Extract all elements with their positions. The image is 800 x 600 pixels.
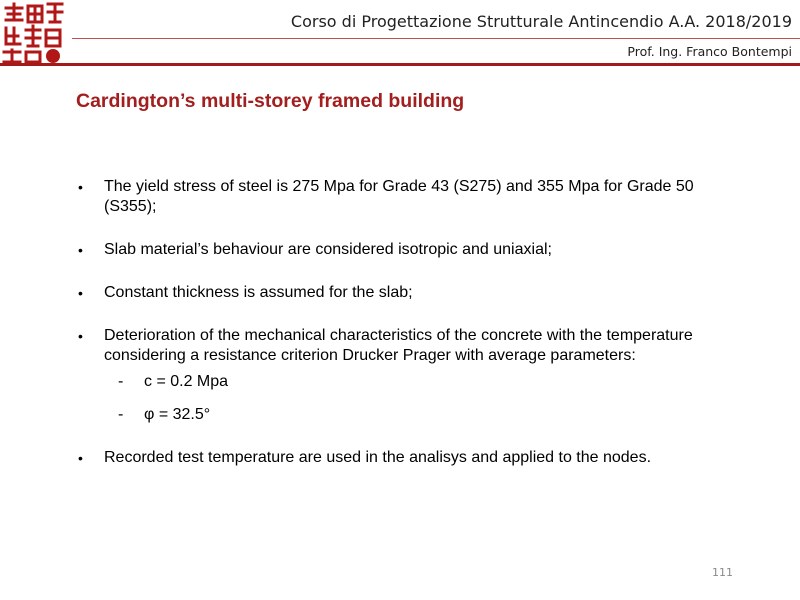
dash-icon: - (118, 406, 124, 423)
sub-bullet-list (104, 372, 738, 425)
bullet-item (78, 326, 738, 425)
header-divider (72, 38, 800, 39)
seal-logo-icon (0, 0, 66, 66)
bullet-dot-icon: • (78, 328, 83, 344)
bullet-item (78, 240, 738, 260)
bullet-text: Slab material’s behaviour are considered isotropic and uniaxial; (104, 241, 552, 258)
bullet-list (78, 177, 738, 491)
bullet-item (78, 448, 738, 468)
bullet-dot-icon: • (78, 242, 83, 258)
bullet-text: Constant thickness is assumed for the slab; (104, 284, 413, 301)
bullet-text: The yield stress of steel is 275 Mpa for Grade 43 (S275) and 355 Mpa for Grade 50 (S355); (104, 178, 694, 215)
bullet-text: Recorded test temperature are used in the analisys and applied to the nodes. (104, 449, 652, 466)
bullet-dot-icon: • (78, 285, 83, 301)
author-name: Prof. Ing. Franco Bontempi (627, 44, 792, 59)
sub-bullet-text: c = 0.2 Mpa (144, 373, 229, 390)
page-number: 111 (712, 566, 733, 579)
sub-bullet-text: φ = 32.5° (144, 406, 211, 423)
bullet-dot-icon: • (78, 450, 83, 466)
sub-bullet-item (104, 372, 738, 392)
header-bar (0, 63, 800, 66)
bullet-item (78, 283, 738, 303)
sub-bullet-item (104, 405, 738, 425)
slide-title: Cardington’s multi-storey framed building (76, 90, 465, 112)
bullet-text: Deterioration of the mechanical characteristics of the concrete with the temperature considering a resistance criterion Drucker Prager with average parameters: (104, 327, 693, 364)
bullet-item (78, 177, 738, 217)
course-title: Corso di Progettazione Strutturale Antincendio A.A. 2018/2019 (290, 12, 792, 31)
dash-icon: - (118, 373, 124, 390)
bullet-dot-icon: • (78, 179, 83, 195)
